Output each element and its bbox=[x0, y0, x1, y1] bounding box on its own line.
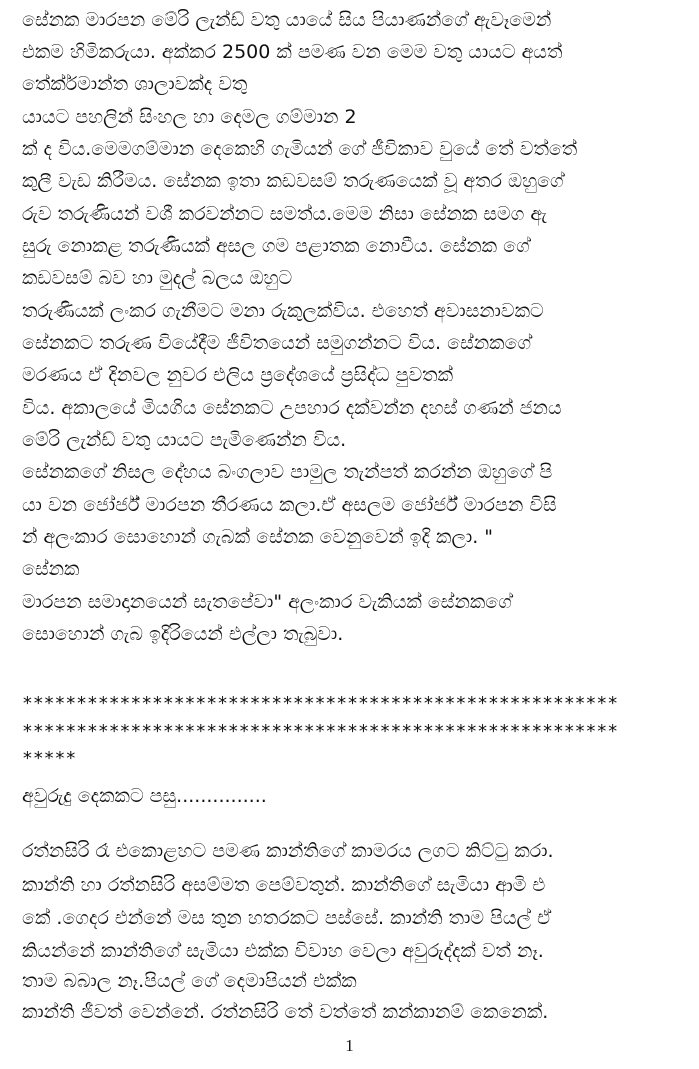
text-line: න් අලංකාර සොහොන් ගැබක් සේනක වෙනුවෙන් ඉදි කලා. " bbox=[22, 526, 494, 548]
text-line: තාම බබාල නෑ.පියල් ගේ දෙමාපියන් එක්ක bbox=[22, 970, 357, 992]
separator-line: ***** bbox=[22, 748, 77, 769]
text-line: කඩවසම් බව හා මුදල් බලය ඔහුට bbox=[22, 267, 293, 289]
text-line: සේනක මාරපන මේරි ලැන්ඩ් වතු යායේ සිය පියාණන්ගේ ඇවෑමෙන් bbox=[22, 9, 552, 31]
text-line: කාන්ති හා රත්නසිරි අසම්මත පෙම්වතුන්. කාන්තිගේ සැමියා ආමි එ bbox=[22, 874, 546, 896]
text-line: මරණය ඒ දිනවල නුවර එලිය ප්‍රදේශයේ ප්‍රසිද්ධ පුවතක් bbox=[22, 364, 454, 386]
text-line: සුරු නොකළ තරුණියක් අසල ගම පළාතක නොවීය. සේනක ගේ bbox=[22, 235, 530, 257]
text-line: එකම හිමිකරුයා. අක්කර 2500 ක් පමණ වන මෙම වතු යායට අයත් bbox=[22, 41, 563, 63]
page-number: 1 bbox=[345, 1036, 354, 1055]
text-line: කියන්නේ කාන්තිගේ සැමියා එක්ක විවාහ වෙලා අවුරුද්දක් වත් නෑ. bbox=[22, 940, 544, 962]
text-line: යා වන ජෝර්ජ් මාරපන තීරණය කලා.ඒ අසලම ජෝර්ජ් මාරපන විසි bbox=[22, 494, 557, 516]
text-line: සේනකගේ නිසල දේහය බංගලාව පාමුල තැන්පත් කරන්න ඔහුගේ පි bbox=[22, 461, 553, 483]
text-line: විය. අකාලයේ මියගිය සේනකට උපහාර දක්වන්න දහස් ගණන් ජනය bbox=[22, 397, 562, 419]
text-line: මේරි ලැන්ඩ් වතු යායට පැමිණෙන්න විය. bbox=[22, 429, 347, 451]
text-line: මාරපන සමාදානයෙන් සැතපේවා" අලංකාර වැකියක් සේනකගේ bbox=[22, 591, 512, 613]
text-line: රුව තරුණියන් වශී කරවන්නට සමත්ය.මෙම නිසා සේනක සමග ඇ bbox=[22, 203, 547, 225]
text-line: සොහොන් ගැබ ඉදිරියෙන් එල්ලා තැබුවා. bbox=[22, 623, 344, 645]
text-line: තරුණියක් ලංකර ගැනීමට මනා රුකුලක්විය. එහෙත් අවාසනාවකට bbox=[22, 300, 544, 322]
text-line: යායට පහලින් සිංහල හා දෙමල ගම්මාන 2 bbox=[22, 106, 357, 128]
text-line: සේනක bbox=[22, 558, 80, 580]
text-line: කේ .ගෙදර එන්නේ මස තුන හතරකට පස්සේ. කාන්ති තාම පියල් ඒ bbox=[22, 907, 552, 929]
text-line: කුලී වැඩ කිරීමය. සේනක ඉතා කඩවසම් තරුණයෙක් වූ අතර ඔහුගේ bbox=[22, 170, 564, 192]
text-line: ක් ද විය.මෙමගම්මාන දෙකෙහි ගැමියන් ගේ ජීවිකාව වුයේ තේ වත්තේ bbox=[22, 138, 578, 160]
text-line: කාන්ති ජීවත් වෙන්නේ. රත්නසිරි තේ වත්තේ කන්කානම් කෙනෙක්. bbox=[22, 1001, 549, 1023]
text-line: තේක්ර්මාන්ත ශාලාවක්ද වතු bbox=[22, 73, 248, 95]
section-heading: අවුරුදු දෙකකට පසු............... bbox=[22, 785, 267, 807]
separator-line: ******************************************************* bbox=[22, 693, 619, 714]
text-line: රත්නසිරි රෑ එකොළහට පමණ කාන්තිගේ කාමරය ලගට කිට්ටු කරා. bbox=[22, 840, 554, 862]
text-line: සේනකට තරුණ වියේදීම ජීවිතයෙන් සමුගන්නට විය. සේනකගේ bbox=[22, 332, 532, 354]
separator-line: ******************************************************* bbox=[22, 721, 619, 742]
